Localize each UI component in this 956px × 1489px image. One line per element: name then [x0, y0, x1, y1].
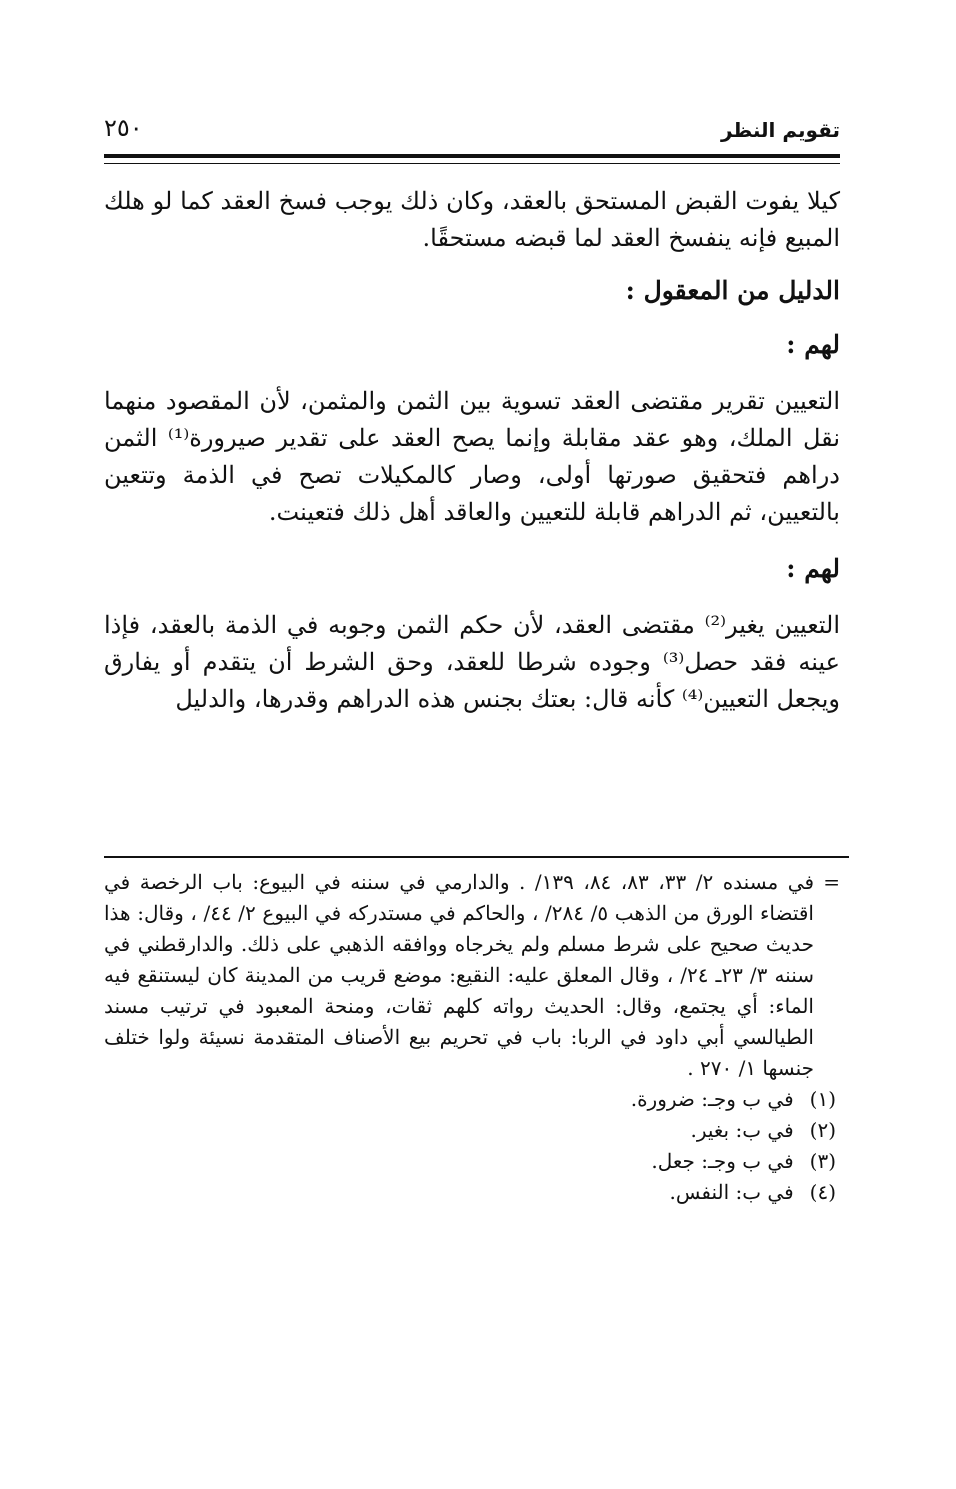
footnote-2 — [104, 1115, 840, 1146]
continuation-text: في مسنده ٢/ ٣٣، ٨٣، ٨٤، ١٣٩/ . والدارمي في سننه في البيوع: باب الرخصة في اقتضاء الورق من الذهب ٥/ ٢٨٤/ ، والحاكم في مستدركه في البيوع ٢/ ٤٤/ ، وقال: هذا حديث صحيح على شرط مسلم ولم يخرجاه ووافقه الذهبي على ذلك. والدارقطني في سننه ٣/ ٢٣ـ ٢٤/ ، وقال المعلق عليه: النقيع: موضع قريب من المدينة كان ليستنقع فيه الماء: أي يجتمع، وقال: الحديث رواته كلهم ثقات، ومنحة المعبود في ترتيب مسند الطيالسي أبي داود في الربا: باب في تحريم بيع الأصناف المتقدمة نسيئة ولوا ختلف جنسها ١/ ٢٧٠ . — [104, 870, 815, 1080]
continuation-mark: = — [823, 870, 840, 894]
footnotes — [104, 867, 840, 1208]
paragraph-1: كيلا يفوت القبض المستحق بالعقد، وكان ذلك يوجب فسخ العقد كما لو هلك المبيع فإنه ينفسخ العقد لما قبضه مستحقًا. — [104, 187, 840, 252]
spacer — [104, 531, 840, 549]
footnote-number: (٤) — [809, 1180, 836, 1204]
page-number: ٢٥٠ — [104, 114, 143, 142]
footnote-3 — [104, 1146, 840, 1177]
footnote-continuation — [104, 867, 840, 1084]
heading-evidence: الدليل من المعقول : — [625, 276, 840, 305]
paragraph-3: التعيين يغير⁽²⁾ مقتضى العقد، لأن حكم الثمن وجوبه في الذمة بالعقد، فإذا عينه فقد حصل⁽³⁾ وجوده شرطا للعقد، وحق الشرط أن يتقدم أو يفارق ويجعل التعيين⁽⁴⁾ كأنه قال: بعتك بجنس هذه الدراهم وقدرها، والدليل — [104, 611, 840, 713]
footnote-1 — [104, 1084, 840, 1115]
footnote-text: في ب وجـ: جعل. — [651, 1149, 794, 1173]
footnote-number: (١) — [809, 1087, 836, 1111]
header-rule-thick — [104, 154, 840, 158]
paragraph-2: التعيين تقرير مقتضى العقد تسوية بين الثمن والمثمن، لأن المقصود منهما نقل الملك، وهو عقد مقابلة وإنما يصح العقد على تقدير صيرورة⁽¹⁾ الثمن دراهم فتحقيق صورتها أولى، وصار كالمكيلات تصح في الذمة وتتعين بالتعيين، ثم الدراهم قابلة للتعيين والعاقد أهل ذلك فتعينت. — [104, 387, 841, 526]
heading-them-2: لهم : — [786, 554, 840, 583]
footnote-separator — [104, 856, 849, 858]
footnote-number: (٣) — [809, 1149, 836, 1173]
book-title: تقويم النظر — [720, 118, 840, 142]
spacer — [104, 311, 840, 325]
main-text — [104, 183, 840, 718]
spacer — [104, 365, 840, 383]
header-rule-thin — [104, 163, 840, 164]
footnote-4 — [104, 1177, 840, 1208]
spacer — [104, 589, 840, 607]
heading-them-1: لهم : — [786, 330, 840, 359]
footnote-number: (٢) — [809, 1118, 836, 1142]
footnote-text: في ب: النفس. — [669, 1180, 794, 1204]
footnote-text: في ب: بغير. — [690, 1118, 794, 1142]
footnote-text: في ب وجـ: ضرورة. — [630, 1087, 794, 1111]
page-header — [104, 112, 840, 154]
spacer — [104, 257, 840, 271]
